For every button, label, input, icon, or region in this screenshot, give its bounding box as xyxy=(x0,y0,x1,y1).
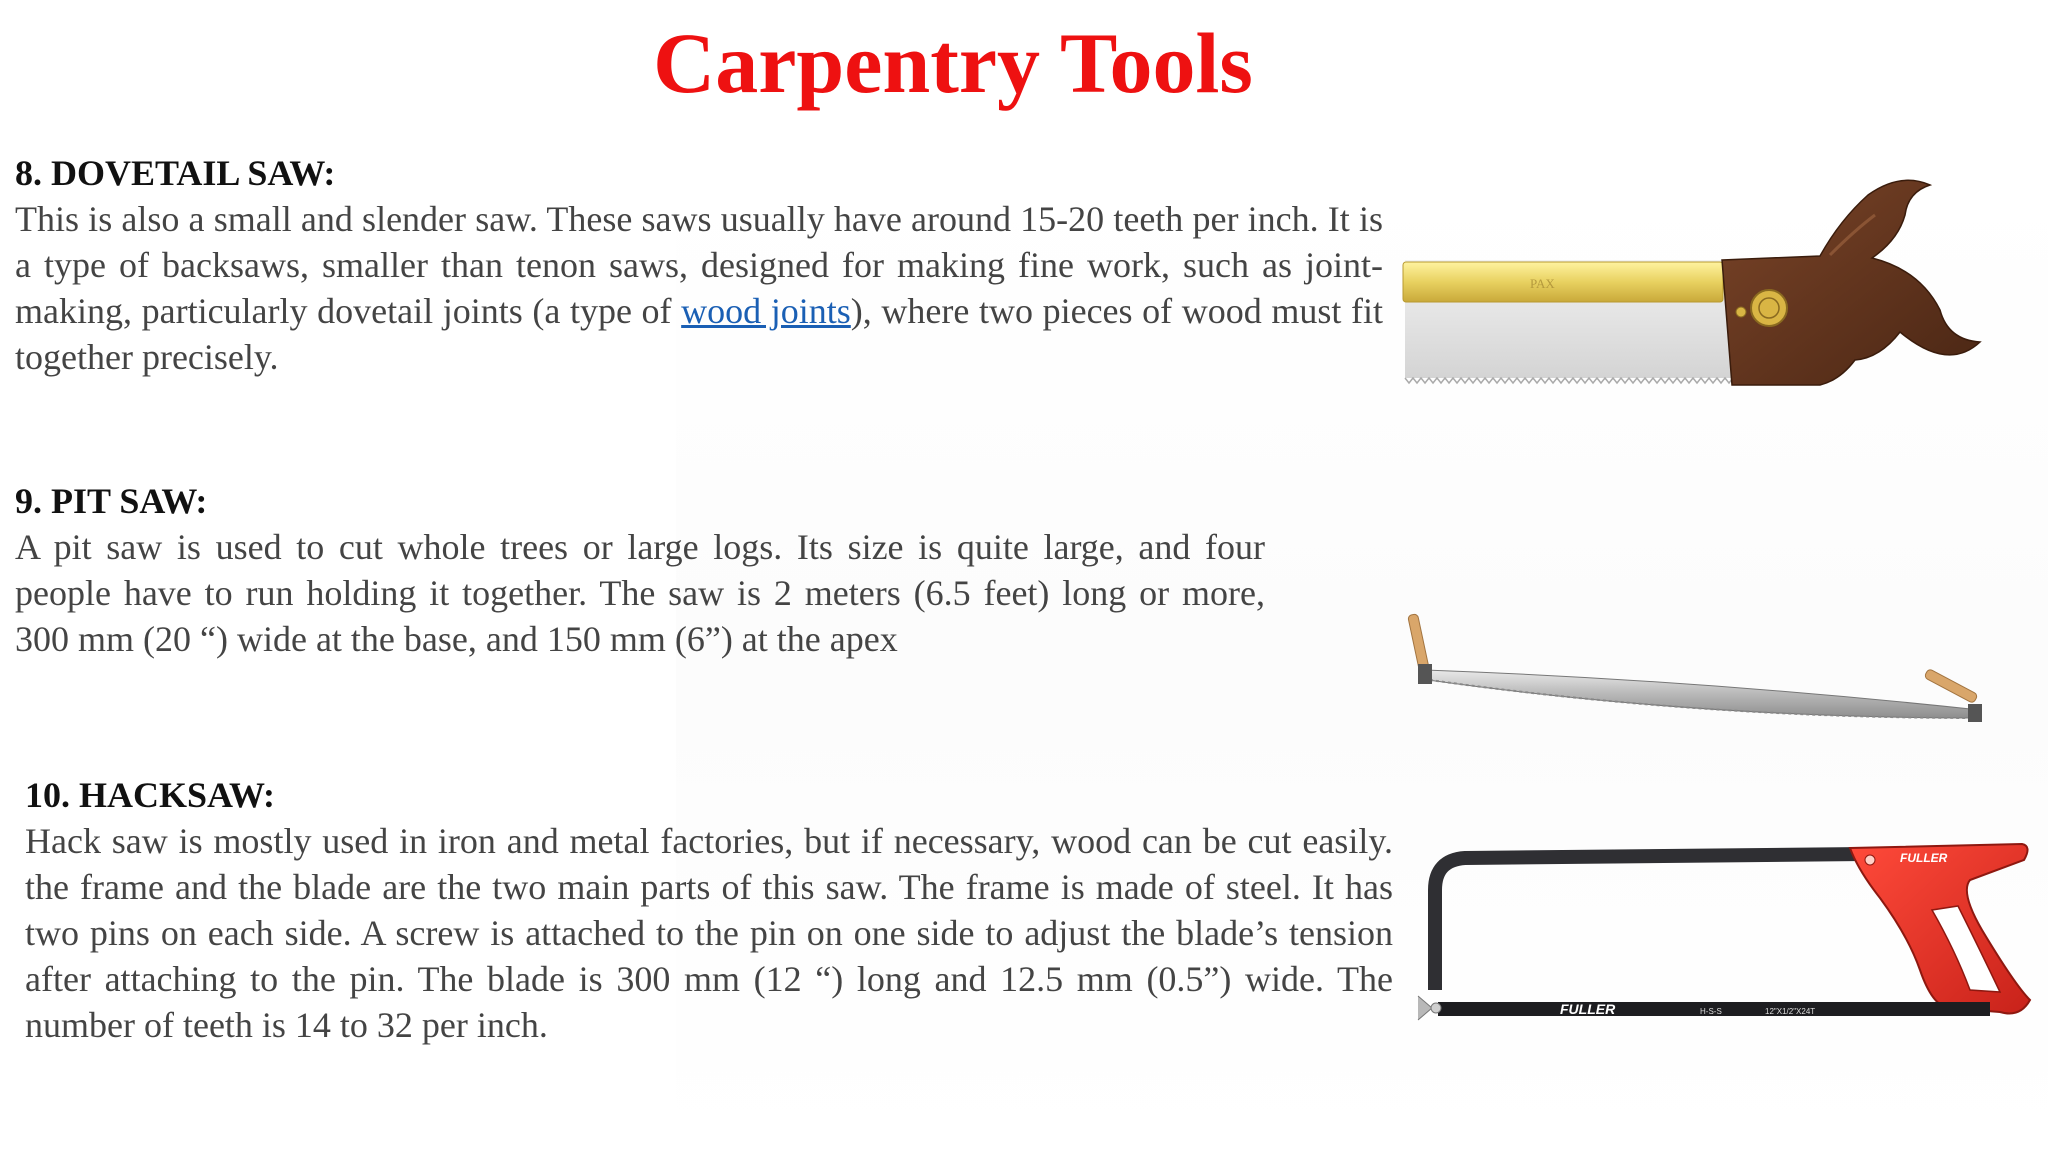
section-heading: 8. DOVETAIL SAW: xyxy=(15,153,336,193)
section-heading: 9. PIT SAW: xyxy=(15,481,208,521)
section-text: Hack saw is mostly used in iron and metal factories, but if necessary, wood can be cut easily. the frame and the blade are the two main parts of this saw. The frame is made of steel. It has two pins on each side. A screw is attached to the pin on one side to adjust the blade’s tension after attaching to the pin. The blade is 300 mm (12 “) long and 12.5 mm (0.5”) wide. The number of teeth is 14 to 32 per inch. xyxy=(25,821,1393,1045)
text-before-link: This is also a small and slender saw. These saws usually have around 15-20 teeth per inch. It is a type of backsaws, smaller than tenon saws, designed for making fine work, such as joint-making, particularly dovetail joints (a type of xyxy=(15,199,1383,331)
hacksaw-blade-size: 12"X1/2"X24T xyxy=(1765,1007,1816,1016)
section-dovetail-saw xyxy=(15,150,1383,380)
text-after-link: ), where two pieces of wood must fit together precisely. xyxy=(15,291,1383,377)
dovetail-brand-stamp: PAX xyxy=(1530,276,1555,291)
hacksaw-image xyxy=(1410,840,2040,1040)
hacksaw-blade-code: H-S-S xyxy=(1700,1007,1722,1016)
section-heading: 10. HACKSAW: xyxy=(25,775,276,815)
section-text: A pit saw is used to cut whole trees or large logs. Its size is quite large, and four people have to run holding it together. The saw is 2 meters (6.5 feet) long or more, 300 mm (20 “) wide at the base, and 150 mm (6”) at the apex xyxy=(15,527,1265,659)
section-pit-saw xyxy=(15,478,1265,662)
hacksaw-grip-brand: FULLER xyxy=(1900,851,1948,865)
page-title: Carpentry Tools xyxy=(653,15,1253,111)
hacksaw-blade-brand: FULLER xyxy=(1560,1001,1616,1017)
wood-joints-link[interactable]: wood joints xyxy=(681,291,851,331)
section-hacksaw xyxy=(25,772,1393,1048)
pit-saw-image xyxy=(1400,600,2000,750)
section-text xyxy=(15,196,1383,380)
dovetail-saw-image xyxy=(1400,160,2000,410)
